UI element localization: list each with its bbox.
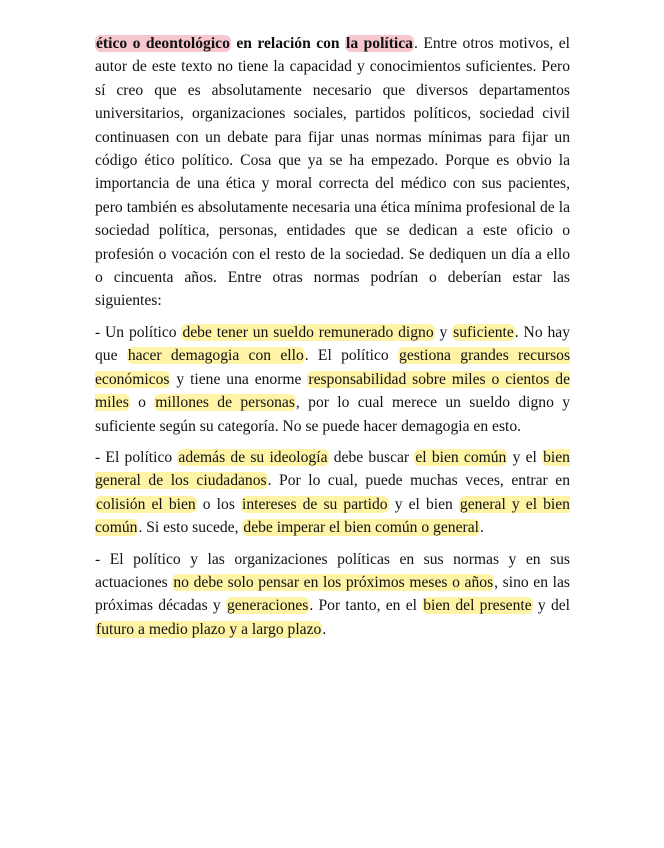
highlight-yellow: además de su ideología [178, 448, 328, 466]
document-page [95, 32, 570, 641]
highlight-yellow: debe tener un sueldo remunerado digno [182, 323, 434, 341]
highlight-yellow: gestiona grandes recursos económicos [95, 347, 571, 388]
text-run: y el [507, 448, 543, 466]
text-run: . [479, 519, 484, 537]
highlight-yellow: suficiente [453, 323, 514, 341]
paragraph-salary [95, 321, 570, 438]
text-run: y el bien [388, 495, 459, 513]
paragraph-long-term [95, 548, 570, 642]
text-run: o los [196, 495, 241, 513]
text-run: . El político [304, 347, 399, 365]
highlight-yellow: colisión el bien [96, 495, 196, 513]
paragraph-intro [95, 32, 570, 313]
highlight-yellow: responsabilidad sobre miles o cientos de miles [95, 370, 570, 412]
text-run: y [434, 323, 453, 341]
text-run: . [322, 620, 327, 638]
highlight-yellow: el bien común [415, 448, 507, 466]
highlight-yellow: generaciones [226, 597, 309, 615]
highlight-yellow: millones de personas [155, 394, 295, 412]
highlight-yellow: general y el bien común [95, 495, 570, 537]
text-run: . Entre otros motivos, el autor de este texto no tiene la capacidad y conocimientos suficientes. Pero sí creo que es absolutamente necesario que diversos departamentos universitarios, organizaciones sociales, partidos políticos, sociedad civil continuasen con un debate para fijar unas normas mínimas para fijar un código ético político. Cosa que ya se ha empezado. Porque es obvio la importancia de una ética y moral correcta del médico con sus pacientes, pero también es absolutamente necesaria una ética mínima profesional de la sociedad política, personas, entidades que se dedican a este oficio o profesión o vocación con el resto de la sociedad. Se dediquen un día a ello o cincuenta años. Entre otras normas podrían o deberían estar las siguientes: [95, 35, 570, 310]
highlight-yellow: bien general de los ciudadanos [95, 448, 570, 490]
text-run: - El político [95, 448, 178, 466]
text-run: en relación con [230, 35, 346, 52]
text-run: - El político y las organizaciones políticas en sus normas y en sus actuaciones [95, 550, 570, 591]
text-run: , sino en las próximas décadas y [95, 573, 570, 615]
highlight-yellow: futuro a medio plazo y a largo plazo [96, 620, 322, 638]
text-run: - Un político [95, 323, 182, 341]
text-run: y tiene una enorme [170, 370, 308, 388]
highlight-yellow: no debe solo pensar en los próximos meses o años [173, 573, 494, 591]
text-run: debe buscar [328, 448, 415, 466]
text-run: . No hay que [95, 323, 570, 365]
highlight-yellow: bien del presente [423, 597, 532, 615]
text-run: . Si esto sucede, [138, 519, 243, 537]
paragraph-common-good [95, 446, 570, 540]
highlight-yellow: intereses de su partido [241, 495, 388, 513]
highlight-yellow: debe imperar el bien común o general [243, 519, 479, 537]
text-run: y del [532, 597, 570, 615]
text-run: . Por tanto, en el [309, 597, 423, 615]
highlight-pink: ético o deontológico [96, 35, 230, 52]
highlight-yellow: hacer demagogia con ello [127, 347, 304, 365]
text-run: o [129, 394, 155, 412]
text-run: . Por lo cual, puede muchas veces, entrar en [267, 472, 570, 490]
text-run: , por lo cual merece un sueldo digno y suficiente según su categoría. No se puede hacer demagogia en esto. [95, 394, 570, 435]
highlight-pink: la política [346, 35, 413, 52]
